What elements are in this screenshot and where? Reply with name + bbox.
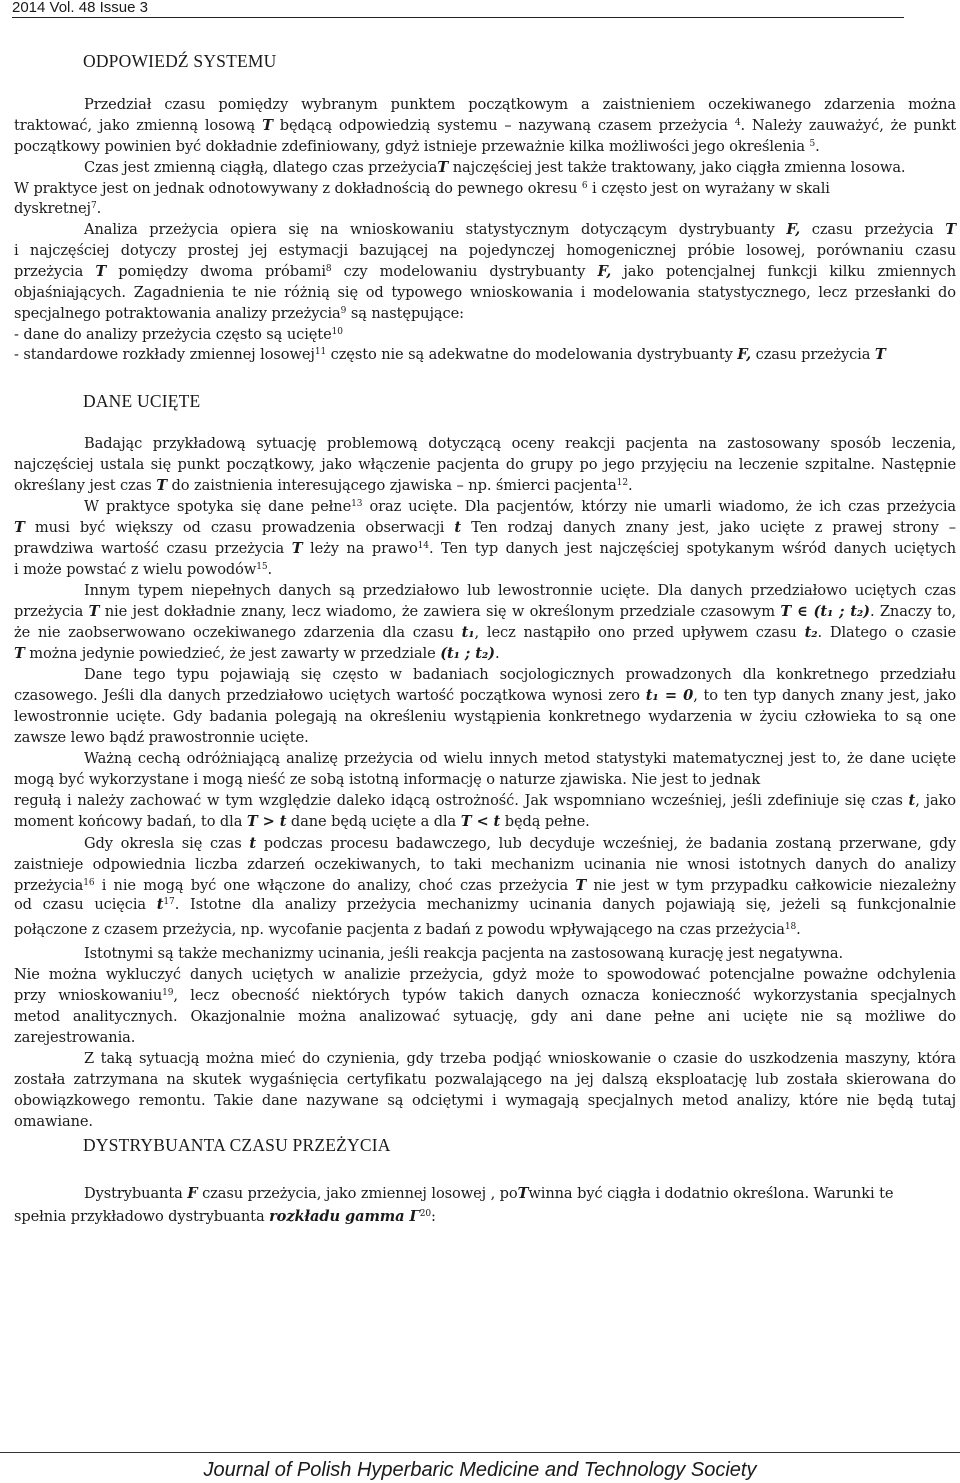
paragraph-line: obowiązkowego remontu. Takie dane nazywane są odciętymi i wymagają specjalnych metod analizy, które nie będą tutaj	[14, 1092, 956, 1109]
paragraph-line: przeżycia T pomiędzy dwoma próbami$^8$ czy modelowaniu dystrybuanty F, jako potencjalnej funkcji kilku zmiennych	[14, 263, 956, 280]
paragraph-line: Badając przykładową sytuację problemową dotyczącą oceny reakcji pacjenta na zastosowany sposób leczenia,	[84, 435, 956, 452]
paragraph-line: Z taką sytuacją można mieć do czynienia, gdy trzeba podjąć wnioskowanie o czasie do uszkodzenia maszyny, która	[84, 1050, 956, 1067]
paragraph-line: prawdziwa wartość czasu przeżycia T leży na prawo$^{14}$. Ten typ danych jest najczęściej spotykanym wśród danych uciętych	[14, 540, 957, 557]
paragraph-line: od czasu ucięcia $t^{17}$. Istotne dla analizy przeżycia mechanizmy ucinania danych pojawiają się, jeżeli są funkcjonalnie	[14, 896, 957, 913]
paragraph-line: początkowy powinien być dokładnie zdefiniowany, gdyż istnieje przeważnie kilka możliwości jego określenia $^5$.	[14, 138, 820, 155]
paragraph-line: że nie zaobserwowano oczekiwanego zdarzenia dla czasu t₁, lecz nastąpiło ono przed upływem czasu t₂. Dlatego o czasie	[14, 624, 956, 641]
math-t1: t₁	[461, 624, 475, 641]
math-F: F	[187, 1185, 198, 1202]
paragraph-line: T musi być większy od czasu prowadzenia obserwacji t Ten rodzaj danych znany jest, jako ucięte z prawej strony –	[14, 519, 956, 536]
list-item: - dane do analizy przeżycia często są ucięte$^{10}$	[14, 326, 343, 343]
paragraph-line: określany jest czas T do zaistnienia interesującego zjawiska – np. śmierci pacjenta$^{12}$.	[14, 477, 633, 494]
paragraph-line: czasowego. Jeśli dla danych przedziałowo uciętych wartość początkowa wynosi zero t₁ = 0, to ten typ danych znany jest, jako	[14, 687, 957, 704]
math-t1-zero: t₁ = 0	[645, 687, 694, 704]
paragraph-line: lewostronnie ucięte. Gdy badania polegają na określeniu wystąpienia konkretnego wydarzenia w życiu człowieka to są one	[14, 708, 956, 725]
paragraph-line: Innym typem niepełnych danych są przedziałowo lub lewostronnie ucięte. Dla danych przedziałowo uciętych czas	[84, 582, 956, 599]
paragraph-line: najczęściej ustala się punkt początkowy, jako włączenie pacjenta do grupy po jego przyjęciu na leczenie szpitalne. Następnie	[14, 456, 956, 473]
paragraph-line: przeżycia T nie jest dokładnie znany, lecz wiadomo, że zawiera się w określonym przedziale czasowym T ∈ (t₁ ; t₂). Znaczy to,	[14, 603, 956, 620]
paragraph-line: Przedział czasu pomiędzy wybranym punktem początkowym a zaistnieniem oczekiwanego zdarzenia można	[84, 96, 956, 113]
footer-rule	[0, 1452, 960, 1453]
heading-censored-data: DANE UCIĘTE	[83, 391, 201, 411]
paragraph-line: W praktyce spotyka się dane pełne$^{13}$ oraz ucięte. Dla pacjentów, którzy nie umarli wiadomo, że ich czas przeżycia	[84, 498, 956, 515]
issue-label: 2014 Vol. 48 Issue 3	[12, 0, 148, 16]
paragraph-line: Dystrybuanta F czasu przeżycia, jako zmiennej losowej , poTwinna być ciągła i dodatnio określona. Warunki te	[84, 1185, 894, 1202]
paragraph-line: przy wnioskowaniu$^{19}$, lecz obecność niektórych typów takich danych oznacza konieczność wykorzystania specjalnych	[14, 987, 957, 1004]
math-gamma-distribution: rozkładu gamma Γ	[269, 1208, 420, 1225]
paragraph-line: zarejestrowania.	[14, 1029, 136, 1046]
paragraph-line: i najczęściej dotyczy prostej jej estymacji bazującej na pojedynczej homogenicznej próbie losowej, porównaniu czasu	[14, 242, 956, 259]
list-item: - standardowe rozkłady zmiennej losowej$^{11}$ często nie są adekwatne do modelowania dystrybuanty F, czasu przeżycia T	[14, 346, 886, 363]
heading-survival-distribution: DYSTRYBUANTA CZASU PRZEŻYCIA	[83, 1135, 391, 1155]
paragraph-line: Analiza przeżycia opiera się na wnioskowaniu statystycznym dotyczącym dystrybuanty F, czasu przeżycia T	[84, 221, 956, 238]
paragraph-line: zawsze lewo bądź prawostronnie ucięte.	[14, 729, 309, 746]
paragraph-line: zaistnieje odpowiednia liczba zdarzeń oczekiwanych, to taki mechanizm ucinania nie wnosi istotnych danych do analizy	[14, 856, 956, 873]
paragraph-line: moment końcowy badań, to dla T > t dane będą ucięte a dla T < t będą pełne.	[14, 813, 590, 830]
paragraph-line: Ważną cechą odróżniającą analizę przeżycia od wielu innych metod statystyki matematycznej jest to, że dane ucięte	[84, 750, 956, 767]
paragraph-line: Gdy okresla się czas t podczas procesu badawczego, lub decyduje wcześniej, że badania zostaną przerwane, gdy	[84, 835, 956, 852]
paragraph-line: spełnia przykładowo dystrybuanta rozkładu gamma $\Gamma^{20}$:	[14, 1208, 436, 1225]
math-interval: (t₁ ; t₂)	[440, 645, 495, 662]
math-inequality: T < t	[460, 813, 501, 830]
journal-footer: Journal of Polish Hyperbaric Medicine and Technology Society	[203, 1459, 757, 1481]
paragraph-line: Istotnymi są także mechanizmy ucinania, jeśli reakcja pacjenta na zastosowaną kurację jest negatywna.	[84, 945, 844, 962]
heading-system-response: ODPOWIEDŹ SYSTEMU	[83, 51, 277, 71]
paragraph-line: metod analitycznych. Okazjonalnie można analizować sytuację, gdy ani dane pełne ani ucięte nie są możliwe do	[14, 1008, 956, 1025]
paragraph-line: T można jedynie powiedzieć, że jest zawarty w przedziale (t₁ ; t₂).	[14, 645, 500, 662]
math-t2: t₂	[804, 624, 818, 641]
paragraph-line: połączone z czasem przeżycia, np. wycofanie pacjenta z badań z powodu wpływającego na czas przeżycia$^{18}$.	[14, 921, 801, 938]
paragraph-line: traktować, jako zmienną losową T będącą odpowiedzią systemu – nazywaną czasem przeżycia $^4$. Należy zauważyć, że punkt	[14, 117, 957, 134]
math-T: T	[517, 1185, 529, 1202]
paragraph-line: W praktyce jest on jednak odnotowywany z dokładnością do pewnego okresu $^6$ i często jest on wyrażany w skali	[14, 180, 830, 197]
paragraph-line: objaśniających. Zagadnienia te nie różnią się od typowego wnioskowania i modelowania statystycznego, lecz przesłanki do	[14, 284, 956, 301]
paragraph-line: omawiane.	[14, 1113, 93, 1130]
paragraph-line: przeżycia$^{16}$ i nie mogą być one włączone do analizy, choć czas przeżycia T nie jest w tym przypadku całkowicie niezależny	[14, 877, 956, 894]
paragraph-line: regułą i należy zachować w tym względzie daleko idącą ostrożność. Jak wspomniano wcześniej, jeśli zdefiniuje się czas t, jako	[14, 792, 956, 809]
paragraph-line: dyskretnej$^7$.	[14, 200, 102, 217]
paragraph-line: została zatrzymana na skutek wygaśnięcia certyfikatu pozwalającego na jej dalszą eksploatację lub została skierowana do	[14, 1071, 956, 1088]
paragraph-line: i może powstać z wielu powodów$^{15}$.	[14, 561, 273, 578]
paragraph-line: mogą być wykorzystane i mogą nieść ze sobą istotną informację o naturze zjawiska. Nie jest to jednak	[14, 771, 761, 788]
journal-issue-header	[12, 0, 904, 18]
paragraph-line: specjalnego potraktowania analizy przeżycia$^9$ są następujące:	[14, 305, 464, 322]
math-interval: T ∈ (t₁ ; t₂)	[780, 603, 870, 620]
paragraph-line: Czas jest zmienną ciągłą, dlatego czas przeżyciaT najczęściej jest także traktowany, jako ciągła zmienna losowa.	[84, 159, 906, 176]
paragraph-line: Dane tego typu pojawiają się często w badaniach socjologicznych prowadzonych dla konkretnego przedziału	[84, 666, 956, 683]
math-inequality: T > t	[246, 813, 287, 830]
paragraph-line: Nie można wykluczyć danych uciętych w analizie przeżycia, gdyż może to spowodować potencjalne poważne odchylenia	[14, 966, 956, 983]
